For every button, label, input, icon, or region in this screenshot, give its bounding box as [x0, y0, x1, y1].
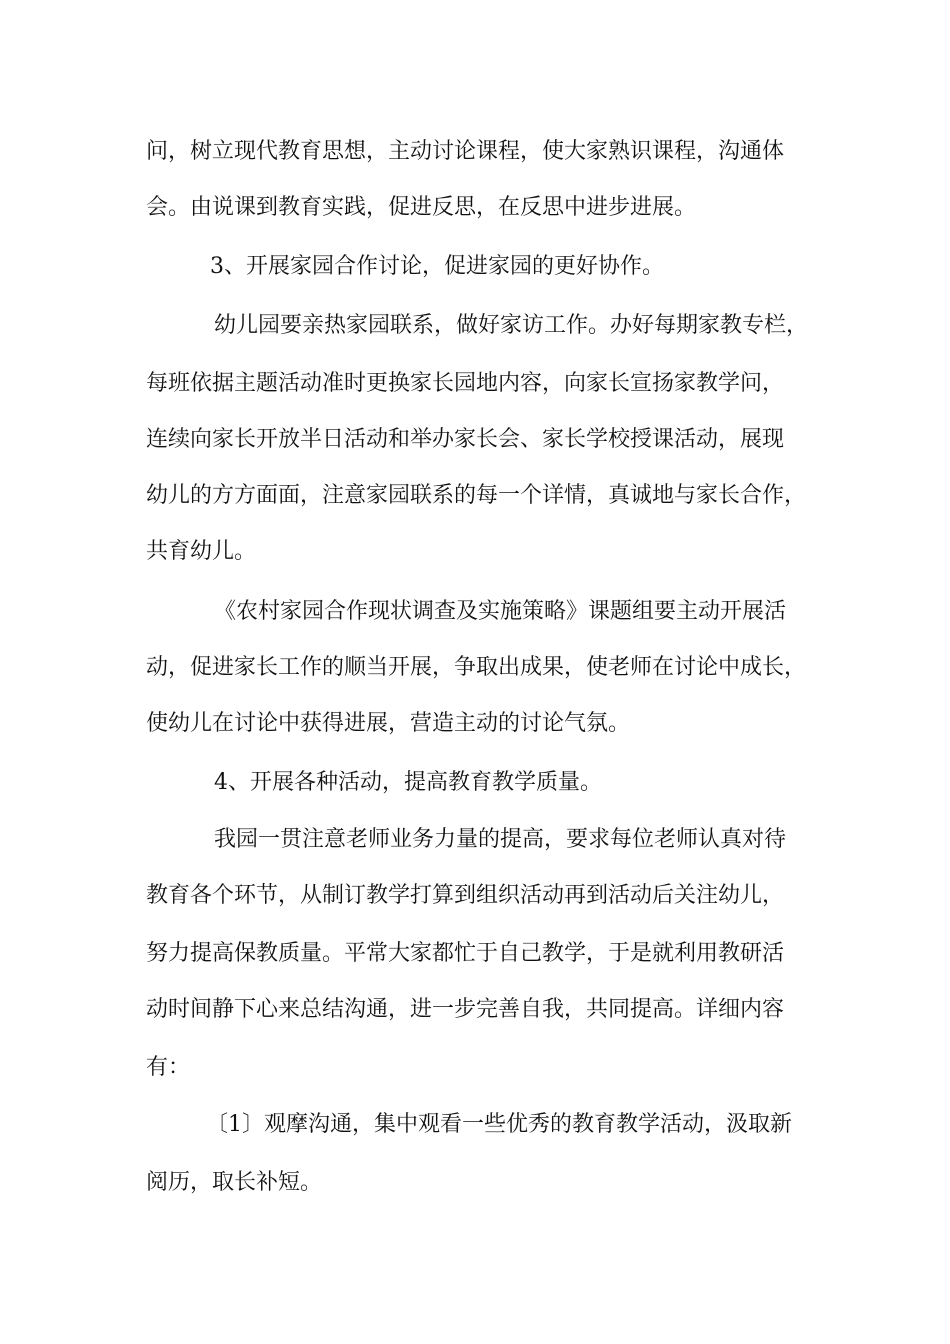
text-line: 使幼儿在讨论中获得进展，营造主动的讨论气氛。	[146, 711, 631, 736]
text-line: 共育幼儿。	[146, 539, 257, 564]
text-line: 幼儿园要亲热家园联系，做好家访工作。办好每期家教专栏，	[214, 313, 809, 338]
text-line: 阅历，取长补短。	[146, 1170, 323, 1195]
section-heading: 4、开展各种活动，提高教育教学质量。	[214, 770, 602, 795]
text-line: 连续向家长开放半日活动和举办家长会、家长学校授课活动，展现	[146, 427, 785, 452]
text-line: 我园一贯注意老师业务力量的提高，要求每位老师认真对待	[214, 827, 787, 852]
text-line: 动，促进家长工作的顺当开展，争取出成果，使老师在讨论中成长，	[146, 655, 807, 680]
text-line: 教育各个环节，从制订教学打算到组织活动再到活动后关注幼儿，	[146, 883, 785, 908]
text-line: 幼儿的方方面面，注意家园联系的每一个详情，真诚地与家长合作，	[146, 483, 807, 508]
list-item: 〔1〕观摩沟通，集中观看一些优秀的教育教学活动，汲取新	[206, 1112, 792, 1137]
text-line: 《农村家园合作现状调查及实施策略》课题组要主动开展活	[214, 599, 787, 624]
text-line: 每班依据主题活动准时更换家长园地内容，向家长宣扬家教学问，	[146, 371, 785, 396]
text-line: 会。由说课到教育实践，促进反思，在反思中进步进展。	[146, 195, 697, 220]
text-line: 有：	[146, 1055, 191, 1080]
text-line: 努力提高保教质量。平常大家都忙于自己教学，于是就利用教研活	[146, 941, 785, 966]
section-heading: 3、开展家园合作讨论，促进家园的更好协作。	[210, 254, 664, 279]
text-line: 问，树立现代教育思想，主动讨论课程，使大家熟识课程，沟通体	[146, 139, 785, 164]
text-line: 动时间静下心来总结沟通，进一步完善自我，共同提高。详细内容	[146, 997, 785, 1022]
